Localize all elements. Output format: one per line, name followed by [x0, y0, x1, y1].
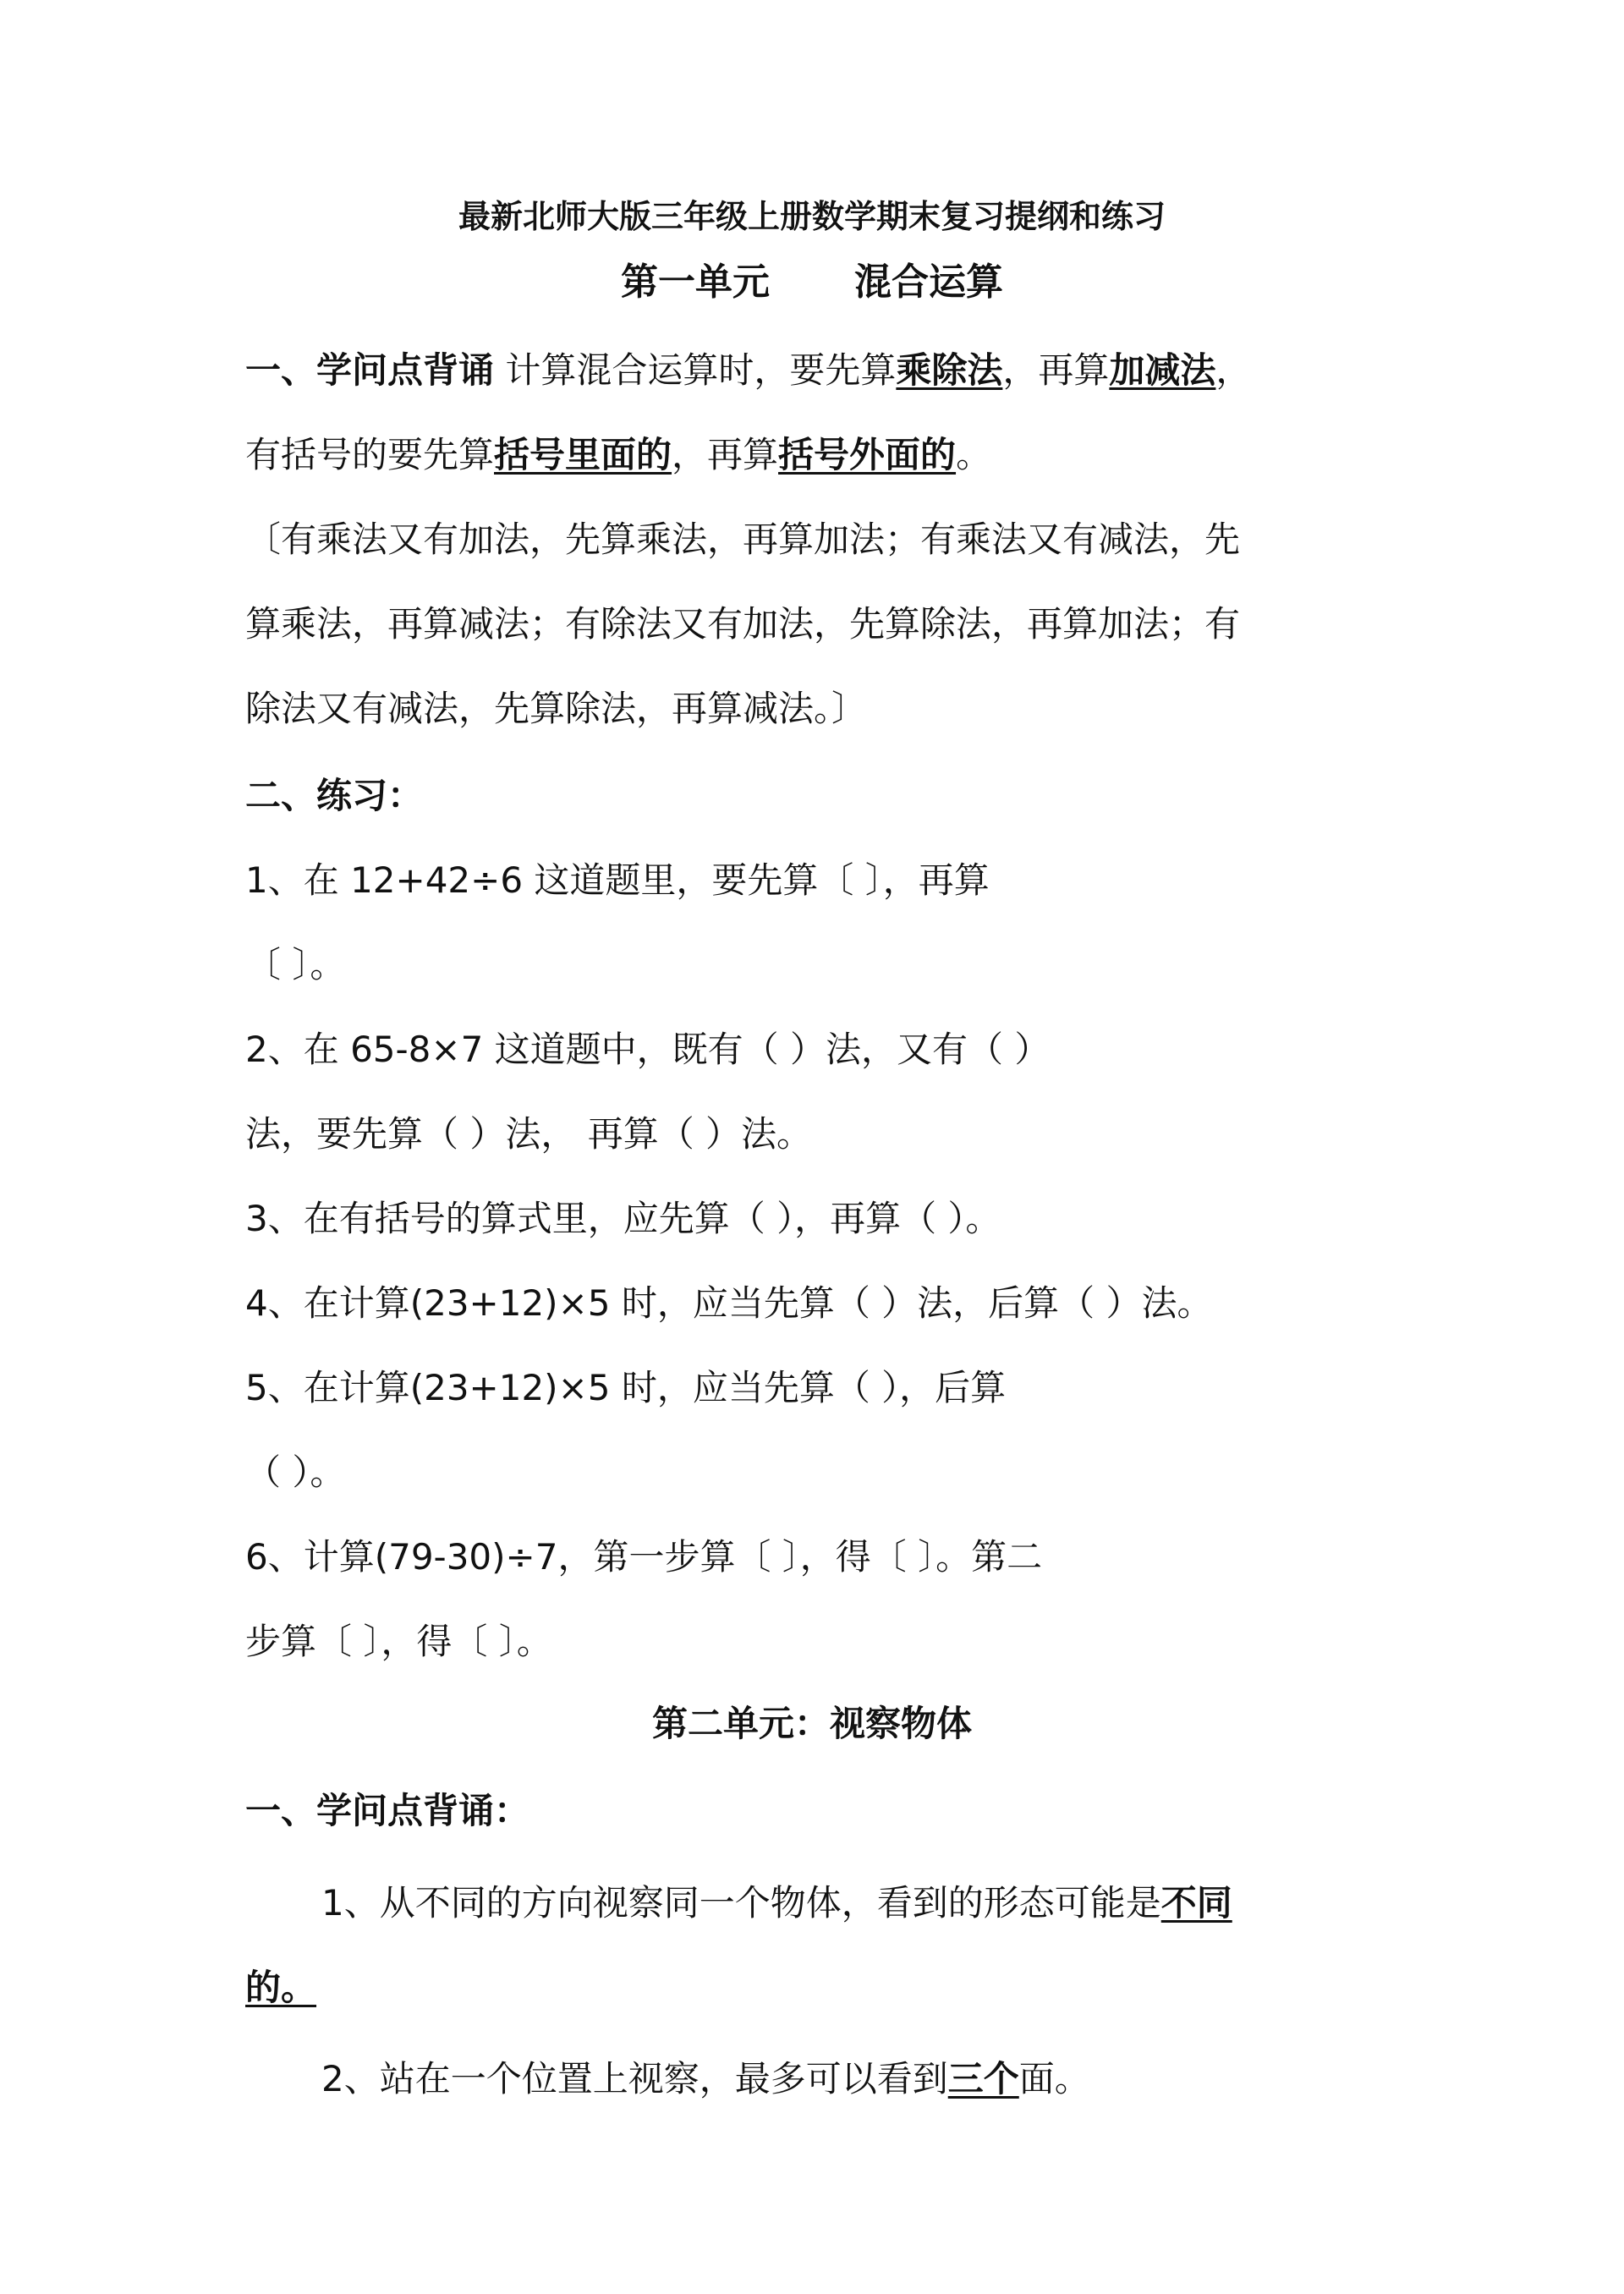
document-title: 最新北师大版三年级上册数学期末复习提纲和练习 [458, 198, 1166, 235]
unit2-point1-text: 1、从不同的方向视察同一个物体，看到的形态可能是 [321, 1882, 1161, 1924]
keyword-inside-brackets: 括号里面的 [494, 434, 672, 475]
question-3: 3、在有括号的算式里，应先算（ ），再算（ ）。 [245, 1198, 1001, 1239]
question-1-line1: 1、在 12+42÷6 这道题里，要先算〔 〕，再算 [245, 859, 990, 901]
unit2-point1-line1 [321, 1880, 1232, 1927]
unit2-point2-text: 2、站在一个位置上视察，最多可以看到 [321, 2058, 948, 2099]
unit1-knowledge-text2: ，再算 [1002, 349, 1110, 391]
unit2-point2 [321, 2055, 1090, 2103]
unit1-practice-heading: 二、练习： [245, 775, 424, 816]
unit1-knowledge-heading: 一、学问点背诵 [245, 349, 495, 391]
unit1-note-line2: 算乘法，再算减法；有除法又有加法，先算除法，再算加法；有 [245, 603, 1241, 645]
keyword-add-sub: 加减法 [1109, 349, 1216, 391]
unit1-knowledge-text1: 计算混合运算时，要先算 [494, 349, 897, 391]
question-5-line1: 5、在计算(23+12)×5 时，应当先算（ ），后算 [245, 1367, 1007, 1408]
unit2-title: 第二单元：视察物体 [651, 1703, 972, 1744]
question-1-line2: 〔 〕。 [245, 944, 346, 985]
keyword-mul-div: 乘除法 [896, 349, 1003, 391]
unit1-title-topic: 混合运算 [854, 261, 1003, 304]
question-2-line1: 2、在 65-8×7 这道题中，既有（ ）法，又有（ ） [245, 1029, 1051, 1070]
unit1-knowledge-line1 [245, 347, 1251, 394]
unit2-point2-end: 面。 [1018, 2058, 1090, 2099]
question-5-line2: （ ）。 [245, 1452, 346, 1493]
unit1-knowledge-line2-end: 。 [956, 434, 992, 475]
unit1-note-line1: 〔有乘法又有加法，先算乘法，再算加法；有乘法又有减法，先 [245, 519, 1241, 560]
question-6-line1: 6、计算(79-30)÷7，第一步算〔 〕，得〔 〕。第二 [245, 1536, 1043, 1578]
unit2-point1-line2 [245, 1964, 316, 2011]
unit1-note-line3: 除法又有减法，先算除法，再算减法。〕 [245, 688, 868, 729]
unit1-knowledge-line2-mid: ，再算 [672, 434, 779, 475]
question-2-line2: 法，要先算（ ）法， 再算（ ）法。 [245, 1113, 813, 1155]
keyword-different-end: 的。 [245, 1967, 317, 2008]
keyword-different: 不同 [1160, 1882, 1232, 1924]
question-6-line2: 步算〔 〕，得〔 〕。 [245, 1621, 552, 1662]
unit1-knowledge-line2 [245, 431, 991, 479]
unit2-knowledge-heading: 一、学问点背诵： [245, 1790, 530, 1831]
unit1-title-number: 第一单元 [621, 261, 770, 304]
unit1-title [0, 259, 1624, 306]
question-4: 4、在计算(23+12)×5 时，应当先算（ ）法，后算（ ）法。 [245, 1282, 1213, 1324]
unit1-knowledge-line2-pre: 有括号的要先算 [245, 434, 495, 475]
keyword-three-faces: 三个 [947, 2058, 1019, 2099]
keyword-outside-brackets: 括号外面的 [778, 434, 957, 475]
unit1-knowledge-text3: ， [1215, 349, 1252, 391]
